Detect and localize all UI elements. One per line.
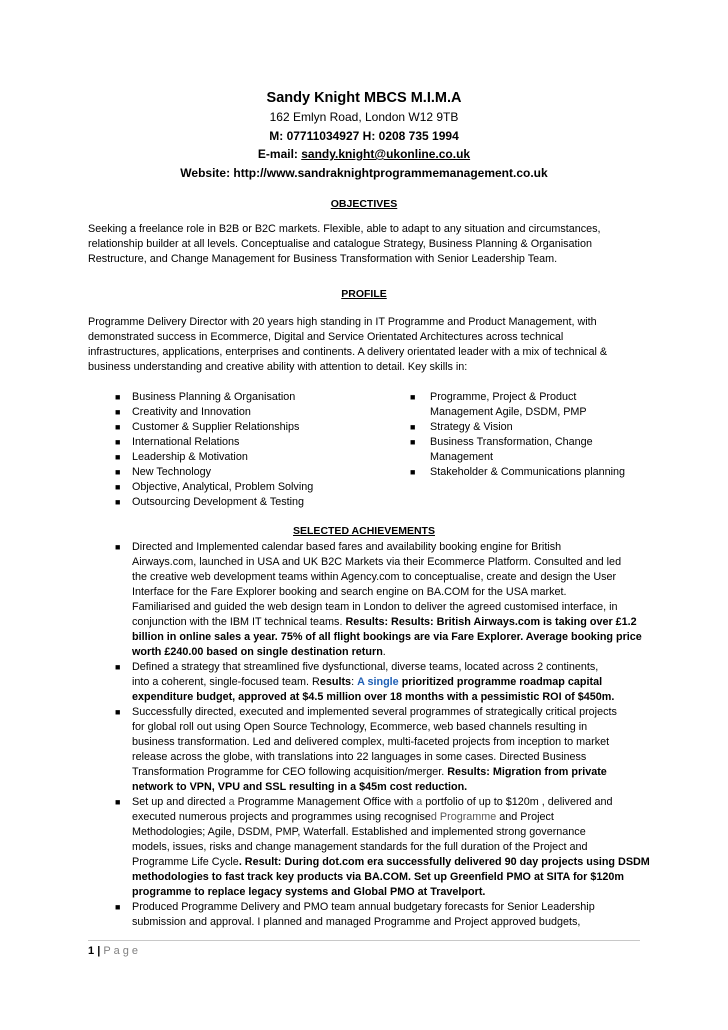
objectives-text xyxy=(88,222,648,267)
achievement-item xyxy=(132,795,652,900)
achievement-line: into a coherent, single-focused team. Results: A single prioritized programme roadmap capital xyxy=(132,676,603,688)
objectives-line: Seeking a freelance role in B2B or B2C markets. Flexible, able to adapt to any situation and circumstances, xyxy=(88,223,601,235)
skill-item: Outsourcing Development & Testing xyxy=(132,496,305,508)
objectives-heading: OBJECTIVES xyxy=(330,198,398,210)
address: 162 Emlyn Road, London W12 9TB xyxy=(269,110,459,124)
email-line xyxy=(0,145,728,164)
skill-item: New Technology xyxy=(132,466,212,478)
square-bullet-icon: ■ xyxy=(115,797,121,807)
achievement-result: programme to replace legacy systems and Global PMO at Travelport. xyxy=(132,886,486,898)
phone-numbers: M: 07711034927 H: 0208 735 1994 xyxy=(269,128,459,143)
square-bullet-icon: ■ xyxy=(115,497,121,507)
profile-line: Programme Delivery Director with 20 years high standing in IT Programme and Product Management, with xyxy=(88,316,597,328)
achievement-result: Results: Migration from private xyxy=(447,766,607,778)
achievement-item xyxy=(132,660,652,705)
square-bullet-icon: ■ xyxy=(115,707,121,717)
achievement-line: business transformation. Led and delivered complex, multi-faceted projects from inception to market xyxy=(132,736,610,748)
skill-item: Strategy & Vision xyxy=(430,421,513,433)
website-line[interactable]: Website: http://www.sandraknightprogrammemanagement.co.uk xyxy=(180,165,548,180)
square-bullet-icon: ■ xyxy=(115,662,121,672)
achievement-line: Interface for the Fare Explorer booking and search engine on BA.COM for the USA market. xyxy=(132,586,567,598)
skill-item: International Relations xyxy=(132,436,240,448)
square-bullet-icon: ■ xyxy=(115,422,121,432)
achievement-line: Methodologies; Agile, DSDM, PMP, Waterfall. Established and implemented strong governance xyxy=(132,826,586,838)
achievement-line: Airways.com, launched in USA and UK B2C Markets via their Ecommerce Platform. Consulted and led xyxy=(132,556,622,568)
achievement-line: models, issues, risks and change management standards for the full duration of the Project and xyxy=(132,841,588,853)
email-label: E-mail: xyxy=(257,147,302,161)
achievement-item xyxy=(132,540,652,660)
footer-separator: | xyxy=(97,945,101,957)
skill-item: Business Planning & Organisation xyxy=(132,391,296,403)
achievement-line: Transformation Programme for CEO following acquisition/merger. Results: Migration from private xyxy=(132,766,607,778)
achievement-result: billion in online sales a year. 75% of all flight bookings are via Fare Explorer. Average booking price xyxy=(132,631,642,643)
skill-item-continued: Management xyxy=(430,451,494,463)
skill-item: Stakeholder & Communications planning xyxy=(430,466,626,478)
achievement-line: Directed and Implemented calendar based fares and availability booking engine for British xyxy=(132,541,562,553)
skill-item: Creativity and Innovation xyxy=(132,406,251,418)
skill-item: Programme, Project & Product xyxy=(430,391,577,403)
page-number: 1 xyxy=(88,945,95,957)
profile-line: business understanding and creative ability with attention to detail. Key skills in: xyxy=(88,361,468,373)
square-bullet-icon: ■ xyxy=(410,437,416,447)
square-bullet-icon: ■ xyxy=(115,542,121,552)
achievement-result: worth £240.00 based on single destination return xyxy=(132,646,383,658)
profile-line: infrastructures, applications, enterprises and continents. A delivery orientated leader with a mix of technical & xyxy=(88,346,608,358)
skill-item: Leadership & Motivation xyxy=(132,451,248,463)
achievement-line: Programme Life Cycle. Result: During dot.com era successfully delivered 90 day projects using DSDM xyxy=(132,856,650,868)
square-bullet-icon: ■ xyxy=(115,467,121,477)
achievement-line: executed numerous projects and programmes using recognised Programme and Project xyxy=(132,811,554,823)
achievement-line: submission and approval. I planned and managed Programme and Project approved budgets, xyxy=(132,916,581,928)
email-link[interactable]: sandy.knight@ukonline.co.uk xyxy=(301,147,471,161)
achievement-result: network to VPN, VPU and SSL resulting in a $45m cost reduction. xyxy=(132,781,468,793)
skill-item: Objective, Analytical, Problem Solving xyxy=(132,481,314,493)
achievement-result: . Result: During dot.com era successfully delivered 90 day projects using DSDM xyxy=(238,856,650,868)
achievement-line: the creative web development teams within Agency.com to conceptualise, create and design the User xyxy=(132,571,617,583)
skill-item: Customer & Supplier Relationships xyxy=(132,421,300,433)
achievement-line: Familiarised and guided the web design team in London to deliver the agreed customised interface, in xyxy=(132,601,618,613)
skill-item-continued: Management Agile, DSDM, PMP xyxy=(430,406,587,418)
page-footer xyxy=(88,943,141,959)
skill-item: Business Transformation, Change xyxy=(430,436,593,448)
profile-line: demonstrated success in Ecommerce, Digital and Service Orientated Architectures across technical xyxy=(88,331,564,343)
achievement-line: for global roll out using Open Source Technology, Ecommerce, web based channels resulting in xyxy=(132,721,588,733)
achievement-line: Set up and directed a Programme Management Office with a portfolio of up to $120m , delivered and xyxy=(132,796,613,808)
square-bullet-icon: ■ xyxy=(115,407,121,417)
achievement-result: methodologies to fast track key products via BA.COM. Set up Greenfield PMO at SITA for $120m xyxy=(132,871,624,883)
achievement-result: Results: Results: British Airways.com is taking over £1.2 xyxy=(345,616,637,628)
square-bullet-icon: ■ xyxy=(115,437,121,447)
achievement-item xyxy=(132,900,652,930)
page-word: Page xyxy=(103,945,142,957)
square-bullet-icon: ■ xyxy=(410,467,416,477)
square-bullet-icon: ■ xyxy=(410,392,416,402)
achievement-item xyxy=(132,705,652,795)
square-bullet-icon: ■ xyxy=(115,902,121,912)
achievement-line: worth £240.00 based on single destination return. xyxy=(132,646,386,658)
profile-heading: PROFILE xyxy=(341,288,387,300)
square-bullet-icon: ■ xyxy=(410,422,416,432)
achievement-line: Defined a strategy that streamlined five dysfunctional, diverse teams, located across 2 continents, xyxy=(132,661,599,673)
achievement-result: expenditure budget, approved at $4.5 million over 18 months with a pessimistic ROI of $450m. xyxy=(132,691,615,703)
achievement-line: release across the globe, with translations into 22 languages in some cases. Directed Business xyxy=(132,751,587,763)
achievement-line: conjunction with the IBM IT technical teams. Results: Results: British Airways.com is taking over £1.2 xyxy=(132,616,637,628)
objectives-line: relationship builder at all levels. Conceptualise and catalogue Strategy, Business Planning & Organisation xyxy=(88,238,592,250)
candidate-name: Sandy Knight MBCS M.I.M.A xyxy=(266,90,462,106)
footer-divider xyxy=(88,940,640,941)
square-bullet-icon: ■ xyxy=(115,482,121,492)
achievement-line: Successfully directed, executed and implemented several programmes of strategically critical projects xyxy=(132,706,617,718)
objectives-line: Restructure, and Change Management for Business Transformation with Senior Leadership Team. xyxy=(88,253,558,265)
achievements-heading: SELECTED ACHIEVEMENTS xyxy=(293,525,435,537)
square-bullet-icon: ■ xyxy=(115,392,121,402)
square-bullet-icon: ■ xyxy=(115,452,121,462)
profile-text xyxy=(88,315,648,375)
contact-header xyxy=(0,88,728,182)
achievement-line: Produced Programme Delivery and PMO team annual budgetary forecasts for Senior Leadership xyxy=(132,901,595,913)
